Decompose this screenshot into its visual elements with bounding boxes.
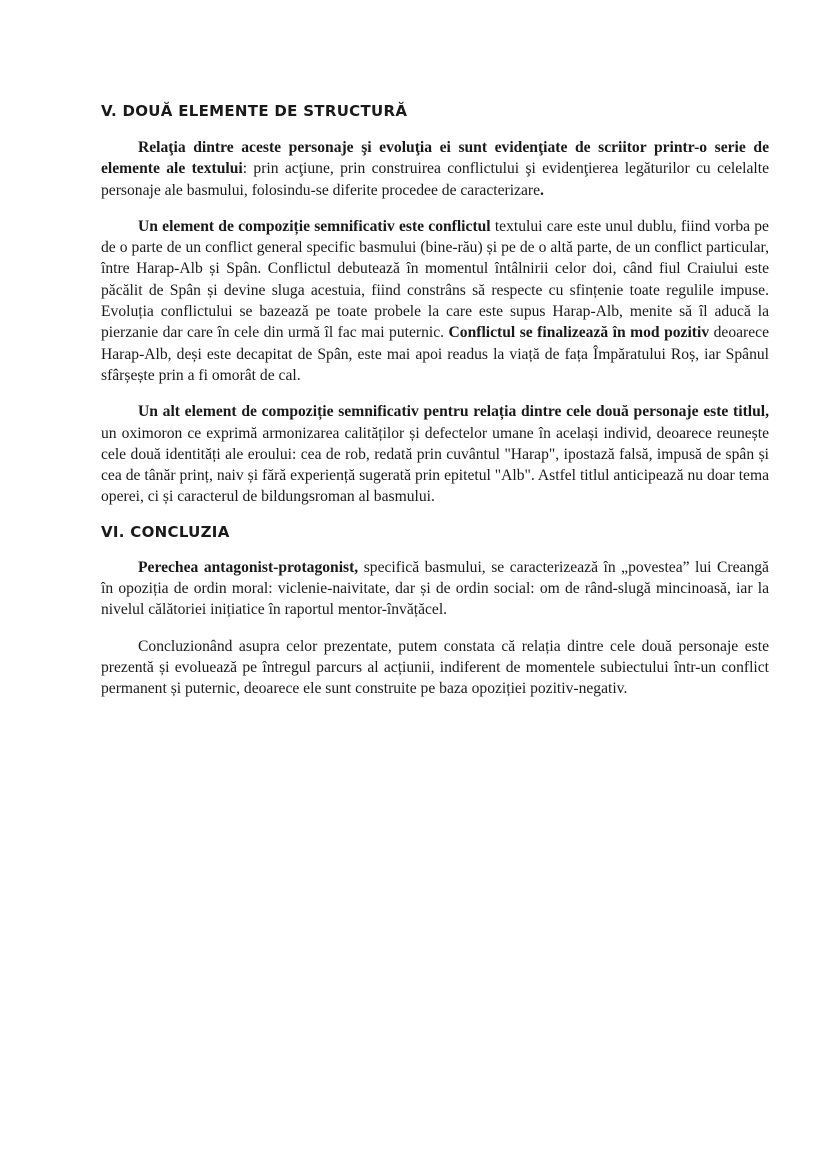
paragraph-relation [101, 137, 769, 201]
paragraph-conflict [101, 216, 769, 386]
section-heading-structure: V. DOUĂ ELEMENTE DE STRUCTURĂ [101, 102, 408, 120]
paragraph-conclusion [101, 636, 769, 700]
bold-text: Un element de compoziție semnificativ este conflictul [138, 217, 491, 235]
body-text: textului care este unul dublu, fiind vorba pe de o parte de un conflict general specific basmului (bine-rău) și pe de o altă parte, de un conflict particular, între Harap-Alb și Spân. Conflictul debutează în momentul întâlnirii celor doi, când fiul Craiului este păcălit de Spân și devine sluga acestuia, fiind constrâns să respecte cu sfințenie toate regulile impuse. Evoluția conflictului se bazează pe toate probele la care este supus Harap-Alb, menite să îl aducă la pierzanie dar care în cele din urmă îl fac mai puternic. [101, 217, 769, 342]
paragraph-pair [101, 557, 769, 621]
bold-text: Un alt element de compoziție semnificativ pentru relația dintre cele două personaje este titlul, [138, 403, 769, 421]
body-text: un oximoron ce exprimă armonizarea calităților și defectelor umane în același individ, deoarece reunește cele două identități ale eroului: cea de rob, redată prin cuvântul "Harap", ipostază falsă, impusă de spân și cea de tânăr prinț, naiv și fără experiență sugerată prin epitetul "Alb". Astfel titlul anticipează nu doar tema operei, ci și caracterul de bildungsroman al basmului. [101, 424, 769, 506]
bold-text: Perechea antagonist-protagonist, [138, 558, 359, 576]
document-page [101, 100, 769, 700]
paragraph-title [101, 401, 769, 507]
bold-text: Relaţia dintre aceste personaje şi evoluţia ei sunt evidenţiate de scriitor printr-o serie de elemente ale textului [101, 139, 769, 178]
section-heading-conclusion: VI. CONCLUZIA [101, 522, 230, 541]
bold-text: . [540, 181, 544, 199]
body-text: : prin acţiune, prin construirea conflictului şi evidenţierea legăturilor cu celelalte personaje ale basmului, folosindu-se diferite procedee de caracterizare [101, 160, 769, 199]
body-text: specifică basmului, se caracterizează în „povestea” lui Creangă în opoziția de ordin moral: viclenie-naivitate, dar și de ordin social: om de rând-slugă mincinoasă, iar la nivelul călătoriei inițiatice în raportul mentor-învățăcel. [101, 558, 769, 619]
bold-text: Conflictul se finalizează în mod pozitiv [448, 324, 710, 342]
body-text: Concluzionând asupra celor prezentate, putem constata că relația dintre cele două personaje este prezentă și evoluează pe întregul parcurs al acțiunii, indiferent de momentele subiectului într-un conflict permanent și puternic, deoarece ele sunt construite pe baza opoziției pozitiv-negativ. [101, 637, 769, 698]
body-text: deoarece Harap-Alb, deși este decapitat de Spân, este mai apoi readus la viață de fața Împăratului Roș, iar Spânul sfârșește prin a fi omorât de cal. [101, 324, 769, 384]
